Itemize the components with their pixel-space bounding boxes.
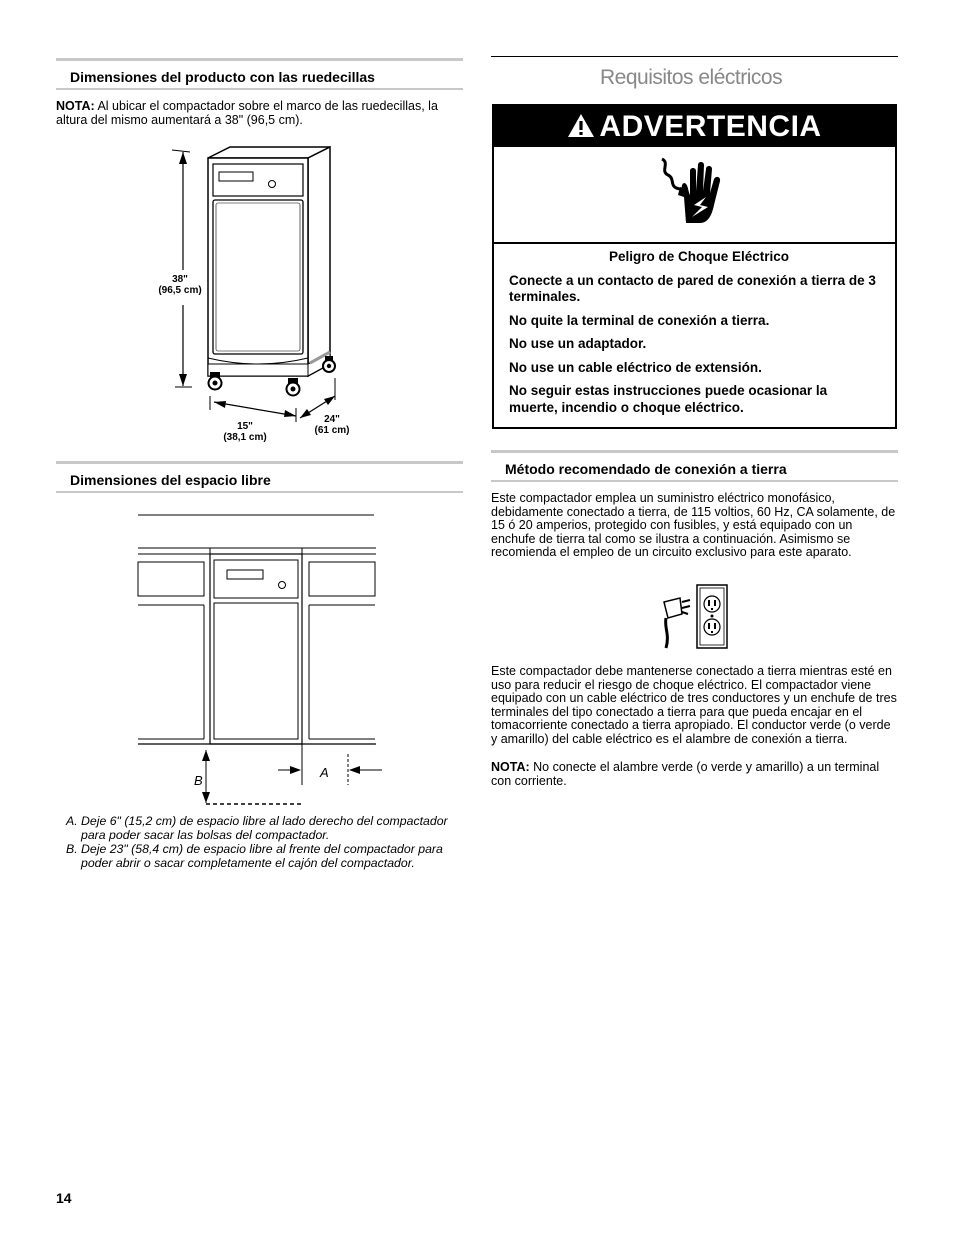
clearance-captions (66, 815, 466, 870)
label-a: A (320, 765, 329, 780)
height-cm: (96,5 cm) (158, 285, 202, 296)
warning-triangle-icon (567, 113, 595, 138)
caption-text: Deje 23" (58,4 cm) de espacio libre al frente del compactador para poder abrir o sacar completamente el cajón del compactador. (81, 842, 443, 870)
plug-outlet-figure (656, 582, 736, 652)
label-b: B (194, 773, 203, 788)
grounding-paragraph-2: Este compactador debe mantenerse conectado a tierra mientras esté en uso para reducir el riesgo de choque eléctrico. El compactador viene equipado con un cable eléctrico de tres conductores y un enchufe de tres terminales del tipo conectado a tierra para que pueda encajar en el tomacorriente conectado a tierra apropiado. El conductor verde (o verde y amarillo) del cable eléctrico es el alambre de conexión a tierra. (491, 664, 897, 746)
warning-line: No use un adaptador. (509, 336, 647, 351)
warning-line: Conecte a un contacto de pared de conexión a tierra de 3 terminales. (509, 272, 876, 304)
heading-text: Método recomendado de conexión a tierra (505, 461, 787, 477)
heading-text: Dimensiones del espacio libre (70, 472, 271, 488)
depth-dimension-label (302, 414, 362, 436)
width-inches: 15" (237, 421, 253, 432)
section-heading-product-dimensions (56, 58, 463, 90)
depth-cm: (61 cm) (314, 425, 350, 436)
clearance-drawing (130, 505, 390, 810)
warning-line: No seguir estas instrucciones puede ocasionar la muerte, incendio o choque eléctrico. (509, 383, 828, 415)
warning-title (494, 110, 895, 144)
warning-text-block (509, 249, 889, 416)
note-text: No conecte el alambre verde (o verde y amarillo) a un terminal con corriente. (491, 760, 880, 788)
heading-text: Dimensiones del producto con las ruedecillas (70, 69, 375, 85)
depth-inches: 24" (324, 414, 340, 425)
grounded-plug-outlet-icon (656, 582, 736, 652)
warning-box (492, 104, 897, 429)
note-label: NOTA: (491, 760, 530, 774)
note-label: NOTA: (56, 99, 95, 113)
grounding-note (491, 761, 899, 788)
product-dimensions-note (56, 100, 466, 127)
height-inches: 38" (172, 274, 188, 285)
width-cm: (38,1 cm) (223, 432, 267, 443)
grounding-paragraph-1: Este compactador emplea un suministro eléctrico monofásico, debidamente conectado a tierra, de 115 voltios, 60 Hz, CA solamente, de 15 ó 20 amperios, protegido con fusibles, y está equipado con un enchufe de tierra tal como se ilustra a continuación. Asimismo se recomienda el empleo de un circuito exclusivo para este aparato. (491, 491, 896, 560)
caption-text: Deje 6" (15,2 cm) de espacio libre al lado derecho del compactador para poder sacar las bolsas del compactador. (81, 814, 448, 842)
warning-icon-panel (494, 147, 895, 244)
section-heading-grounding (491, 450, 898, 482)
page-number: 14 (56, 1190, 72, 1206)
warning-line: No use un cable eléctrico de extensión. (509, 359, 762, 375)
caption-b (66, 843, 466, 870)
page-section-title: Requisitos eléctricos (600, 66, 783, 89)
clearance-figure (130, 505, 390, 810)
section-heading-clearance (56, 461, 463, 493)
caption-letter: A. (66, 814, 78, 828)
warning-title-text: ADVERTENCIA (599, 110, 822, 143)
warning-line: No quite la terminal de conexión a tierra. (509, 312, 770, 328)
electric-shock-hand-icon (656, 157, 726, 227)
caption-a (66, 815, 466, 842)
warning-title-bar (494, 106, 895, 147)
width-dimension-label (210, 421, 280, 443)
column-top-rule (491, 56, 898, 57)
warning-subtitle: Peligro de Choque Eléctrico (608, 249, 790, 264)
height-dimension-label (140, 274, 220, 296)
note-text: Al ubicar el compactador sobre el marco de las ruedecillas, la altura del mismo aumentará a 38" (96,5 cm). (56, 99, 438, 127)
caption-letter: B. (66, 842, 78, 857)
